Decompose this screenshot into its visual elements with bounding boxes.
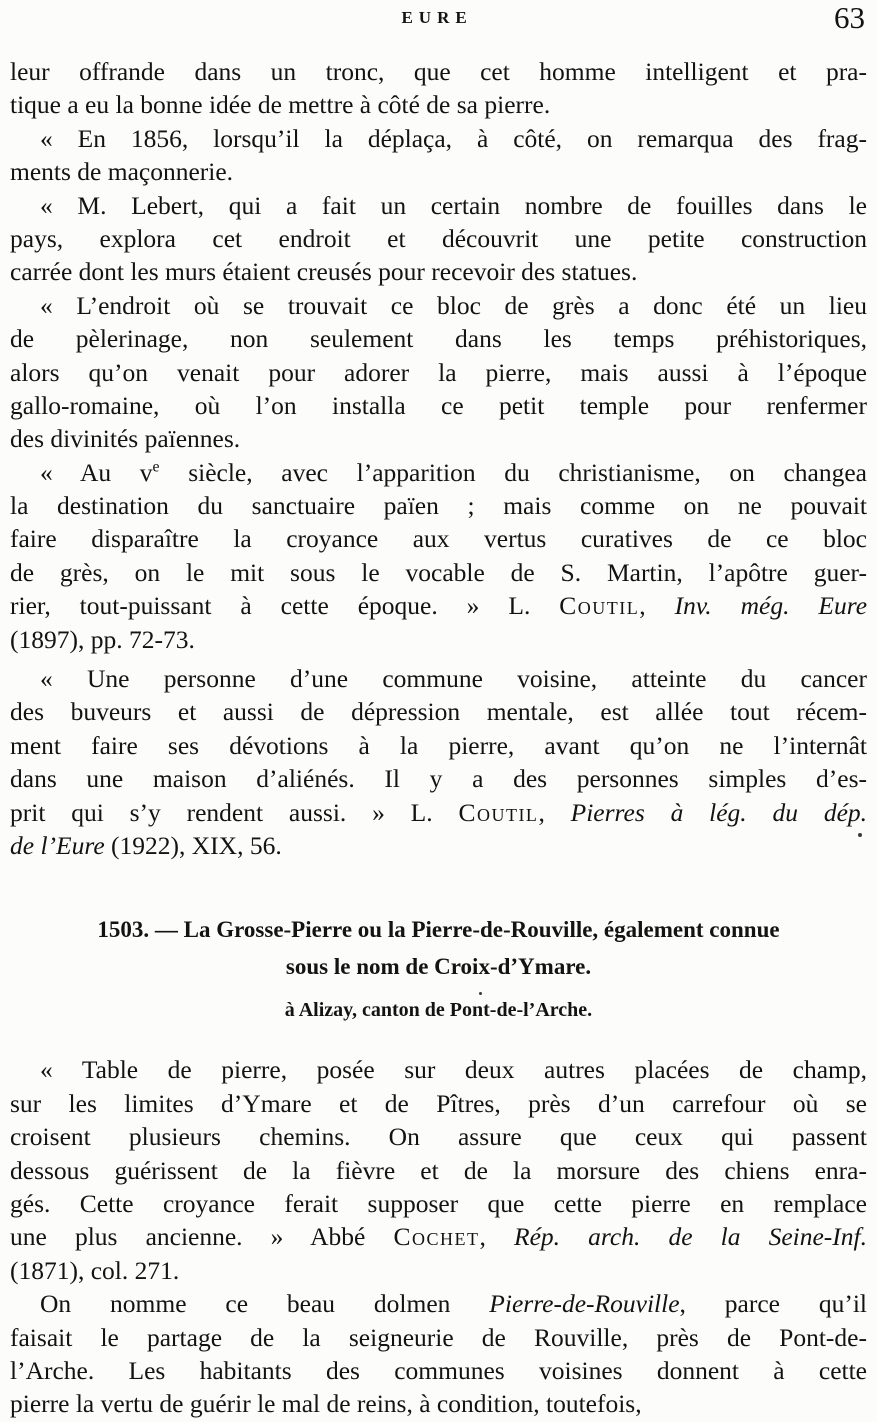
text-line: On nomme ce beau dolmen Pierre-de-Rouville, parce qu’il: [40, 1289, 867, 1319]
paragraph: [10, 55, 867, 122]
text-line: de pèlerinage, non seulement dans les temps préhistoriques,: [10, 324, 867, 354]
paragraph: [10, 189, 867, 289]
text-line: de grès, on le mit sous le vocable de S. Martin, l’apôtre guer-: [10, 557, 867, 587]
paragraph: [10, 456, 867, 656]
running-title: EURE: [401, 8, 473, 27]
text-line: « L’endroit où se trouvait ce bloc de grès a donc été un lieu: [40, 290, 867, 320]
paragraph: [10, 289, 867, 456]
text-line: sur les limites d’Ymare et de Pîtres, près d’un carrefour où se: [10, 1088, 867, 1118]
body-text-upper: [0, 55, 877, 862]
paragraph: [10, 1053, 867, 1287]
text-line: « En 1856, lorsqu’il la déplaça, à côté, on remarqua des frag-: [40, 123, 867, 153]
entry-location: à Alizay, canton de Pont-de-l’Arche.: [284, 999, 593, 1022]
entry-heading-line: 1503. — La Grosse-Pierre ou la Pierre-de-Rouville, également connue: [97, 917, 780, 943]
paragraph: [10, 662, 867, 862]
text-line: alors qu’on venait pour adorer la pierre, mais aussi à l’époque: [10, 357, 867, 387]
page-number: 63: [834, 0, 865, 35]
text-line: des buveurs et aussi de dépression mentale, est allée tout récem-: [10, 697, 867, 727]
text-line: prit qui s’y rendent aussi. » L. Coutil, Pierres à lég. du dép.: [10, 797, 867, 827]
entry-heading: [0, 911, 877, 985]
entry-heading-line: sous le nom de Croix-d’Ymare.: [285, 954, 592, 980]
text-line: « Une personne d’une commune voisine, atteinte du cancer: [40, 664, 867, 694]
text-line: croisent plusieurs chemins. On assure que ceux qui passent: [10, 1122, 867, 1152]
body-text-entry: [0, 1053, 877, 1420]
text-line: de l’Eure (1922), XIX, 56.: [10, 830, 282, 860]
text-line: la destination du sanctuaire païen ; mais comme on ne pouvait: [10, 491, 867, 521]
text-line: l’Arche. Les habitants des communes voisines donnent à cette: [10, 1355, 867, 1385]
text-line: faisait le partage de la seigneurie de Rouville, près de Pont-de-: [10, 1322, 867, 1352]
text-line: dessous guérissent de la fièvre et de la morsure des chiens enra-: [10, 1155, 867, 1185]
text-line: rier, tout-puissant à cette époque. » L. Coutil, Inv. még. Eure: [10, 591, 867, 621]
text-line: « M. Lebert, qui a fait un certain nombre de fouilles dans le: [40, 190, 867, 220]
text-line: « Table de pierre, posée sur deux autres placées de champ,: [40, 1055, 867, 1085]
paragraph: [10, 122, 867, 189]
page-header: [0, 0, 877, 44]
text-line: gallo-romaine, où l’on installa ce petit temple pour renfermer: [10, 390, 867, 420]
text-line: « Au $v^e$ siècle, avec l’apparition du christianisme, on changea: [40, 457, 867, 487]
text-line: carrée dont les murs étaient creusés pour recevoir des statues.: [10, 257, 638, 287]
text-line: dans une maison d’aliénés. Il y a des personnes simples d’es-: [10, 764, 867, 794]
text-line: des divinités païennes.: [10, 424, 241, 454]
text-line: ment faire ses dévotions à la pierre, avant qu’on ne l’internât: [10, 730, 867, 760]
text-line: tique a eu la bonne idée de mettre à côté de sa pierre.: [10, 90, 551, 120]
ink-speck: [858, 833, 862, 837]
text-line: leur offrande dans un tronc, que cet homme intelligent et pra-: [10, 57, 867, 86]
ink-speck: [479, 992, 482, 995]
text-line: faire disparaître la croyance aux vertus curatives de ce bloc: [10, 524, 867, 554]
text-line: une plus ancienne. » Abbé Cochet, Rép. arch. de la Seine-Inf.: [10, 1222, 867, 1252]
text-line: pays, explora cet endroit et découvrit une petite construction: [10, 223, 867, 253]
text-line: (1871), col. 271.: [10, 1255, 180, 1285]
text-line: pierre la vertu de guérir le mal de reins, à condition, toutefois,: [10, 1389, 642, 1419]
paragraph: [10, 1287, 867, 1421]
text-line: (1897), pp. 72-73.: [10, 624, 195, 654]
text-line: gés. Cette croyance ferait supposer que cette pierre en remplace: [10, 1188, 867, 1218]
text-line: ments de maçonnerie.: [10, 157, 234, 187]
